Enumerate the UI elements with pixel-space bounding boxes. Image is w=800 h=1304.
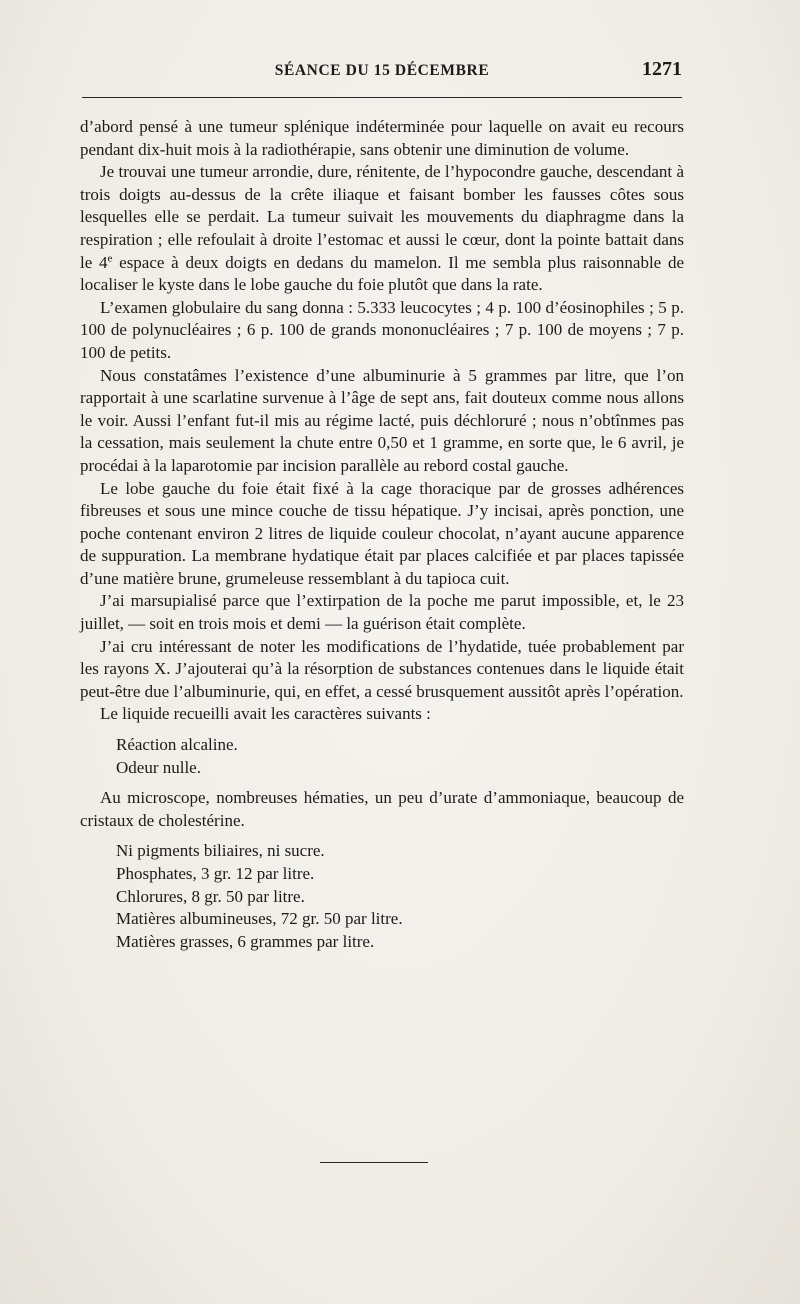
paragraph-2-text-b: espace à deux doigts en dedans du mamelon. Il me sembla plus raisonnable de localiser le kyste dans le lobe gauche du foie plutôt que dans la rate. <box>80 252 684 295</box>
running-head <box>82 60 682 86</box>
list-item: Matières albumineuses, 72 gr. 50 par litre. <box>116 909 403 929</box>
page-number: 1271 <box>642 58 682 80</box>
body-text <box>80 116 684 961</box>
paragraph-2-text-a: Je trouvai une tumeur arrondie, dure, rénitente, de l’hypocondre gauche, descendant à trois doigts au-dessus de la crête iliaque et faisant bomber les fausses côtes sous lesquelles elle se perdait. La tumeur suivait les mouvements du diaphragme dans la respiration ; elle refoulait à droite l’estomac et aussi le cœur, dont la pointe battait dans le 4 <box>80 162 684 272</box>
list-item: Ni pigments biliaires, ni sucre. <box>116 841 325 861</box>
paragraph-8: Le liquide recueilli avait les caractères suivants : <box>100 704 431 724</box>
paragraph-5: Le lobe gauche du foie était fixé à la cage thoracique par de grosses adhérences fibreuses et sous une mince couche de tissu hépatique. J’y incisai, après ponction, une poche contenant environ 2 litres de liquide couleur chocolat, n’ayant aucune apparence de suppuration. La membrane hydatique était par places calcifiée et par places tapissée d’une matière brune, grumeleuse ressemblant à du tapioca cuit. <box>80 478 684 588</box>
microscope-paragraph: Au microscope, nombreuses hématies, un peu d’urate d’ammoniaque, beaucoup de cristaux de cholestérine. <box>80 788 684 830</box>
running-title: SÉANCE DU 15 DÉCEMBRE <box>274 62 490 79</box>
list-item: Matières grasses, 6 grammes par litre. <box>116 931 375 951</box>
list-item: Réaction alcaline. <box>116 735 238 755</box>
chemical-analysis-list <box>116 840 684 953</box>
end-rule <box>320 1162 428 1163</box>
header-rule <box>82 97 682 98</box>
paragraph-2 <box>80 161 684 297</box>
list-item: Odeur nulle. <box>116 757 201 777</box>
ordinal-superscript: e <box>107 251 113 264</box>
list-item: Phosphates, 3 gr. 12 par litre. <box>116 864 315 883</box>
paragraph-1: d’abord pensé à une tumeur splénique indéterminée pour laquelle on avait eu recours pendant dix-huit mois à la radiothérapie, sans obtenir une diminution de volume. <box>80 117 684 159</box>
paragraph-6: J’ai marsupialisé parce que l’extirpation de la poche me parut impossible, et, le 23 juillet, — soit en trois mois et demi — la guérison était complète. <box>80 591 684 634</box>
list-item: Chlorures, 8 gr. 50 par litre. <box>116 886 305 906</box>
paragraph-4: Nous constatâmes l’existence d’une albuminurie à 5 grammes par litre, que l’on rapportait à une scarlatine survenue à l’âge de sept ans, fait douteux comme nous allons le voir. Aussi l’enfant fut-il mis au régime lacté, puis déchloruré ; nous n’obtînmes pas la cessation, mais seulement la chute entre 0,50 et 1 gramme, en sorte que, le 6 avril, je procédai à la laparotomie par incision parallèle au rebord costal gauche. <box>80 365 684 475</box>
paragraph-3: L’examen globulaire du sang donna : 5.333 leucocytes ; 4 p. 100 d’éosinophiles ; 5 p. 100 de polynucléaires ; 6 p. 100 de grands mononucléaires ; 7 p. 100 de moyens ; 7 p. 100 de petits. <box>80 297 684 362</box>
liquid-properties-list <box>116 734 684 779</box>
paragraph-7: J’ai cru intéressant de noter les modifications de l’hydatide, tuée probablement par les rayons X. J’ajouterai qu’à la résorption de substances contenues dans le liquide était peut-être due l’albuminurie, qui, en effet, a cessé brusquement aussitôt après l’opération. <box>80 636 684 701</box>
